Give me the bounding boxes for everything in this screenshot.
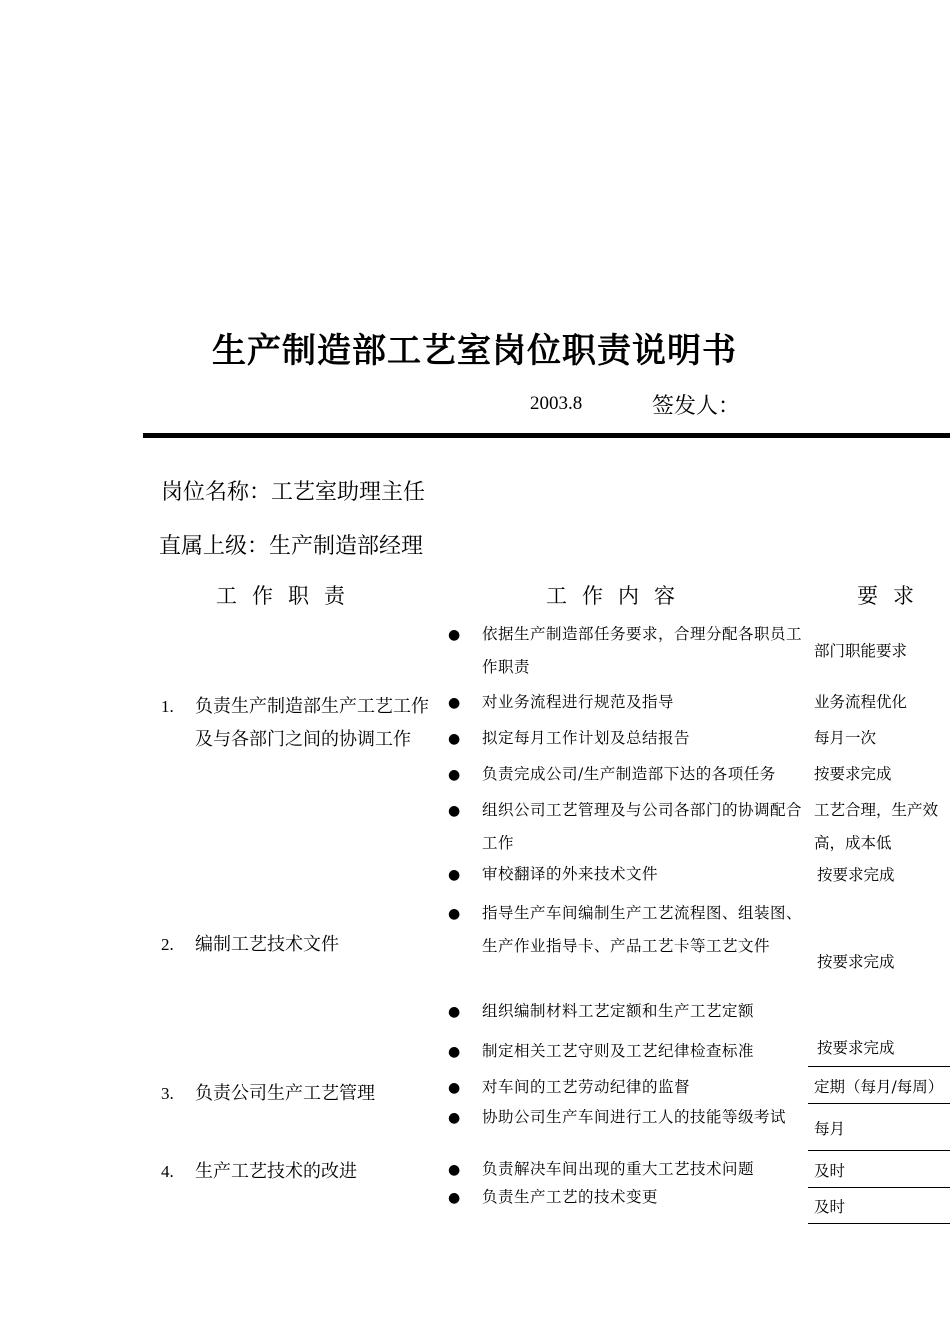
bullet-icon: ● [448,1080,461,1096]
column-header-content: 工作内容 [546,584,690,608]
content-item: 拟定每月工作计划及总结报告 [482,729,691,747]
requirement-cell: 每月 [814,1120,846,1138]
header-divider [143,433,950,438]
requirement-cell: 按要求完成 [817,1039,895,1057]
requirement-cell: 每月一次 [814,729,877,747]
bullet-icon: ● [448,1190,461,1206]
requirement-cell: 及时 [814,1162,846,1180]
requirement-cell: 定期（每月/每周） [814,1078,944,1096]
column-header-requirement: 要求 [857,584,929,608]
bullet-icon: ● [448,767,461,783]
content-item: 组织编制材料工艺定额和生产工艺定额 [482,1002,755,1020]
content-item: 负责完成公司/生产制造部下达的各项任务 [482,765,776,783]
document-title: 生产制造部工艺室岗位职责说明书 [212,331,737,371]
content-item: 负责解决车间出现的重大工艺技术问题 [482,1160,755,1178]
requirement-cell: 按要求完成 [817,866,895,884]
issue-date: 2003.8 [530,393,583,414]
bullet-icon: ● [448,1004,461,1020]
content-item: 审校翻译的外来技术文件 [482,865,659,883]
table-rule [808,1187,950,1188]
bullet-icon: ● [448,1162,461,1178]
bullet-icon: ● [448,627,461,643]
table-rule [808,1103,950,1104]
duty-text: 负责公司生产工艺管理 [195,1083,375,1104]
direct-supervisor: 直属上级：生产制造部经理 [159,534,424,559]
content-item: 对车间的工艺劳动纪律的监督 [482,1078,691,1096]
bullet-icon: ● [448,906,461,922]
content-item: 负责生产工艺的技术变更 [482,1188,659,1206]
content-item: 指导生产车间编制生产工艺流程图、组装图、生产作业指导卡、产品工艺卡等工艺文件 [482,904,803,955]
duty-number: 3. [161,1084,174,1103]
content-item: 依据生产制造部任务要求，合理分配各职员工作职责 [482,625,803,676]
duty-number: 4. [161,1162,174,1181]
content-item: 组织公司工艺管理及与公司各部门的协调配合工作 [482,801,803,852]
content-item: 制定相关工艺守则及工艺纪律检查标准 [482,1042,755,1060]
bullet-icon: ● [448,867,461,883]
position-name: 岗位名称：工艺室助理主任 [161,480,426,505]
duty-number: 2. [161,935,174,954]
duty-number: 1. [161,697,174,716]
requirement-cell: 按要求完成 [814,765,892,783]
signer-label: 签发人： [652,394,741,419]
table-rule [808,1066,950,1067]
content-item: 对业务流程进行规范及指导 [482,693,675,711]
requirement-cell: 业务流程优化 [814,693,908,711]
requirement-cell: 及时 [814,1198,846,1216]
duty-text: 生产工艺技术的改进 [195,1161,357,1182]
requirement-cell: 部门职能要求 [814,642,908,660]
bullet-icon: ● [448,1110,461,1126]
bullet-icon: ● [448,731,461,747]
bullet-icon: ● [448,695,461,711]
column-header-duty: 工作职责 [216,584,360,608]
bullet-icon: ● [448,803,461,819]
bullet-icon: ● [448,1044,461,1060]
table-rule [808,1150,950,1151]
duty-text: 编制工艺技术文件 [195,934,339,955]
duty-text: 负责生产制造部生产工艺工作及与各部门之间的协调工作 [195,696,429,750]
table-rule [808,1223,950,1224]
content-item: 协助公司生产车间进行工人的技能等级考试 [482,1108,787,1126]
requirement-cell: 按要求完成 [817,953,895,971]
requirement-cell: 工艺合理，生产效高，成本低 [814,801,939,852]
